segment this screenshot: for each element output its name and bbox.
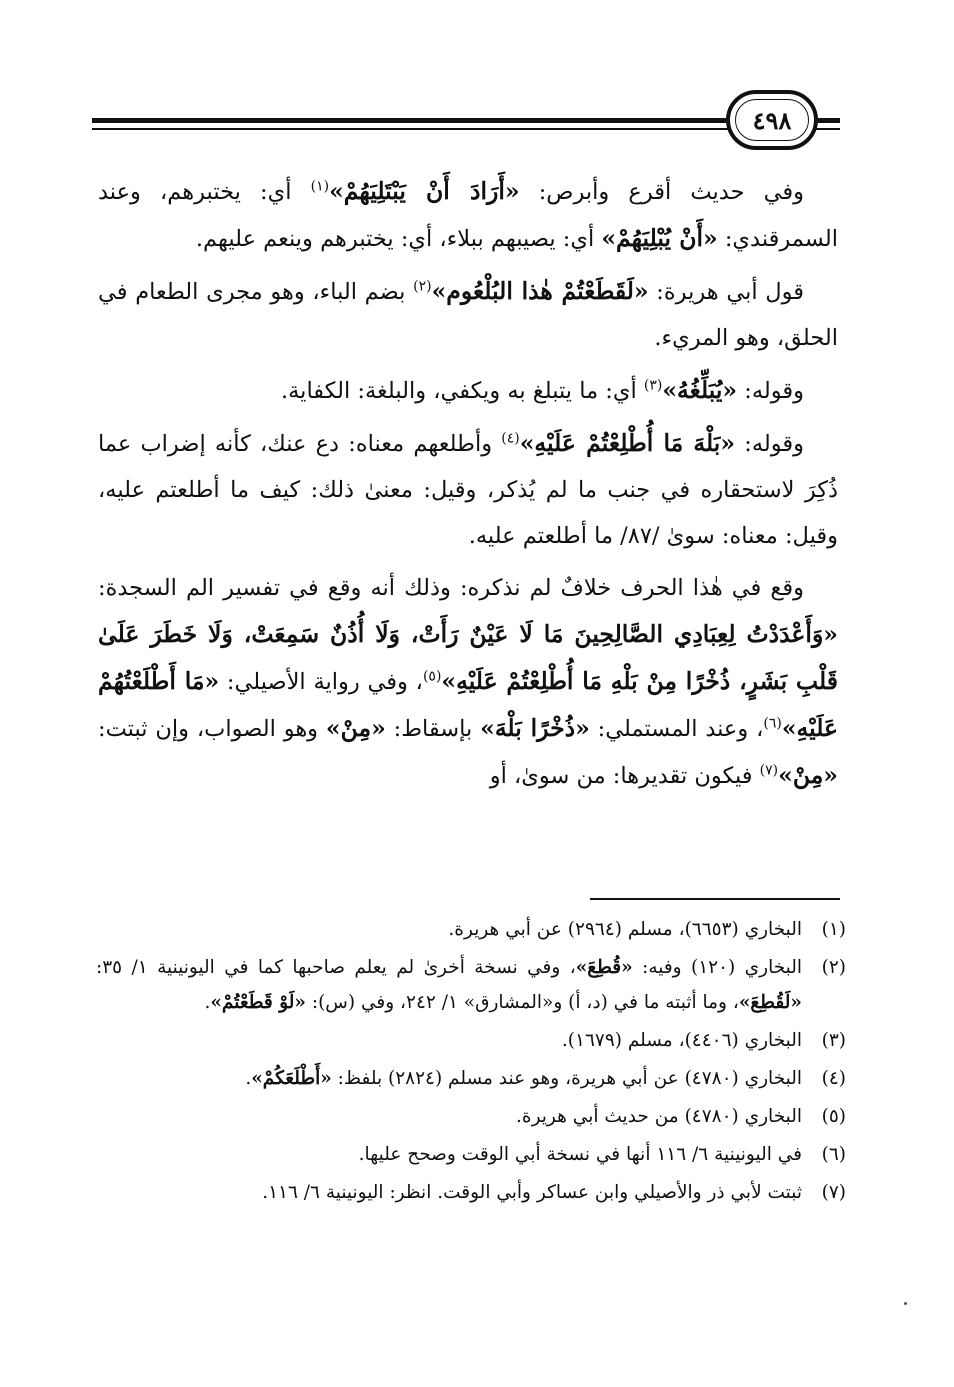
hadith-quote: «أَنْ يُبْلِيَهُمْ» bbox=[601, 224, 718, 252]
text-segment: وقع في هٰذا الحرف خلافٌ لم نذكره: وذلك أنه وقع في تفسير الم السجدة: bbox=[98, 575, 804, 601]
page-number-frame bbox=[726, 90, 818, 150]
text-segment: أي: يختبرهم، وعند السمرقندي: bbox=[98, 179, 838, 252]
footnote-ref[interactable]: (٤) bbox=[501, 430, 520, 447]
footnote-3 bbox=[96, 1023, 846, 1058]
footnote-separator bbox=[590, 898, 840, 900]
footnote-segment: البخاري (٤٧٨٠) عن أبي هريرة، وهو عند مسلم (٢٨٢٤) بلفظ: bbox=[331, 1068, 802, 1089]
footnote-number: (١) bbox=[821, 919, 846, 940]
main-text bbox=[98, 168, 838, 805]
footnote-quote: «قُطِعَ» bbox=[575, 957, 633, 978]
text-segment: أي: يصيبهم ببلاء، أي: يختبرهم وينعم عليهم. bbox=[195, 226, 602, 252]
scan-speck bbox=[904, 1302, 907, 1305]
hadith-quote: «أَرَادَ أَنْ يَبْتَلِيَهُمْ» bbox=[329, 177, 520, 205]
hadith-quote: «لَقَطَعْتُمْ هٰذا البُلْعُوم» bbox=[431, 277, 649, 305]
footnote-number: (٦) bbox=[821, 1144, 846, 1165]
footnote-text bbox=[96, 1023, 802, 1058]
page-number: ٤٩٨ bbox=[752, 105, 792, 135]
hadith-quote: «يُبَلِّغُهُ» bbox=[662, 376, 738, 404]
header-rule-thin bbox=[92, 128, 728, 130]
footnote-quote: «أَطْلَعَكُمْ» bbox=[251, 1068, 332, 1089]
header-rule-thick bbox=[92, 118, 728, 123]
text-segment: وفي حديث أقرع وأبرص: bbox=[519, 179, 805, 205]
footnote-text bbox=[96, 1137, 802, 1172]
text-segment: بإسقاط: bbox=[385, 716, 481, 742]
text-segment: ، وفي رواية الأصيلي: bbox=[219, 669, 423, 695]
footnote-segment: البخاري (١٢٠) وفيه: bbox=[632, 957, 803, 978]
footnote-ref[interactable]: (٧) bbox=[759, 762, 779, 779]
footnote-text bbox=[96, 912, 802, 947]
footnote-segment: في اليونينية ٦/ ١١٦ أنها في نسخة أبي الوقت وصحح عليها. bbox=[358, 1144, 802, 1165]
hadith-quote: «مِنْ» bbox=[325, 714, 386, 742]
footnote-number: (٧) bbox=[821, 1182, 846, 1203]
text-segment: ، وعند المستملي: bbox=[589, 716, 764, 742]
paragraph-5 bbox=[98, 565, 838, 799]
footnote-ref[interactable]: (١) bbox=[310, 178, 330, 195]
footnote-text bbox=[96, 950, 802, 1020]
footnote-number: (٤) bbox=[821, 1068, 846, 1089]
footnote-ref[interactable]: (٣) bbox=[643, 377, 663, 394]
footnote-number: (٥) bbox=[821, 1106, 846, 1127]
footnote-text bbox=[96, 1061, 802, 1096]
hadith-quote: «وَأَعْدَدْتُ لِعِبَادِي الصَّالِحِينَ مَا لَا عَيْنٌ رَأَتْ، وَلَا أُذُنٌ سَمِعَتْ، وَلَا خَطَرَ عَلَىٰ قَلْبِ بَشَرٍ، ذُخْرًا مِنْ بَلْهِ مَا أُطْلِعْتُمْ عَلَيْهِ» bbox=[98, 620, 839, 695]
text-segment: قول أبي هريرة: bbox=[648, 279, 804, 305]
footnotes bbox=[96, 912, 846, 1213]
hadith-quote: «مَا أَطْلَعْتُهُمْ عَلَيْهِ» bbox=[98, 667, 838, 742]
hadith-quote: «مِنْ» bbox=[778, 761, 838, 789]
footnote-2 bbox=[96, 950, 846, 1020]
footnote-segment: ، وما أثبته ما في (د، أ) و«المشارق» ١/ ٢٤٢، وفي (س): bbox=[305, 992, 739, 1013]
paragraph-2 bbox=[98, 268, 838, 361]
paragraph-1 bbox=[98, 168, 838, 262]
footnote-segment: ، وفي نسخة أخرىٰ لم يعلم صاحبها كما في اليونينية ١/ ٣٥: bbox=[96, 957, 576, 978]
text-segment: وهو الصواب، وإن ثبتت: bbox=[98, 716, 326, 742]
footnote-segment: ثبتت لأبي ذر والأصيلي وابن عساكر وأبي الوقت. انظر: اليونينية ٦/ ١١٦. bbox=[262, 1182, 802, 1203]
footnote-segment: البخاري (٦٦٥٣)، مسلم (٢٩٦٤) عن أبي هريرة. bbox=[448, 919, 802, 940]
footnote-segment: البخاري (٤٧٨٠) من حديث أبي هريرة. bbox=[516, 1106, 802, 1127]
footnote-ref[interactable]: (٦) bbox=[763, 715, 782, 732]
footnote-quote: «لَقُطِعَ» bbox=[738, 992, 802, 1013]
footnote-5 bbox=[96, 1099, 846, 1134]
footnote-number: (٢) bbox=[821, 957, 846, 978]
footnote-text bbox=[96, 1175, 802, 1210]
text-segment: أي: ما يتبلغ به ويكفي، والبلغة: الكفاية. bbox=[280, 378, 644, 404]
footnote-7 bbox=[96, 1175, 846, 1210]
footnote-segment: . bbox=[245, 1068, 252, 1089]
footnote-segment: البخاري (٤٤٠٦)، مسلم (١٦٧٩). bbox=[561, 1030, 802, 1051]
text-segment: وقوله: bbox=[735, 431, 804, 457]
footnote-6 bbox=[96, 1137, 846, 1172]
text-segment: وأطلعهم معناه: دع عنك، كأنه إضراب عما ذُكِرَ لاستحقاره في جنب ما لم يُذكر، وقيل: معنىٰ ذلك: كيف ما أطلعتم عليه، وقيل: معناه: سوىٰ /٨٧/ ما أطلعتم عليه. bbox=[98, 431, 838, 549]
footnote-4 bbox=[96, 1061, 846, 1096]
hadith-quote: «بَلْهَ مَا أُطْلِعْتُمْ عَلَيْهِ» bbox=[519, 429, 736, 457]
text-segment: وقوله: bbox=[737, 378, 804, 404]
page-header bbox=[92, 88, 840, 152]
hadith-quote: «ذُخْرًا بَلْهَ» bbox=[480, 714, 590, 742]
footnote-quote: «لَوْ قَطَعْتُمْ» bbox=[210, 992, 306, 1013]
footnote-ref[interactable]: (٢) bbox=[413, 278, 432, 295]
footnote-text bbox=[96, 1099, 802, 1134]
paragraph-4 bbox=[98, 420, 838, 559]
footnote-1 bbox=[96, 912, 846, 947]
text-segment: بضم الباء، وهو مجرى الطعام في الحلق، وهو المريء. bbox=[98, 279, 838, 351]
footnote-number: (٣) bbox=[821, 1030, 846, 1051]
footnote-ref[interactable]: (٥) bbox=[422, 668, 442, 685]
text-segment: فيكون تقديرها: من سوىٰ، أو bbox=[489, 763, 760, 789]
footnote-segment: . bbox=[204, 992, 211, 1013]
paragraph-3 bbox=[98, 367, 838, 414]
